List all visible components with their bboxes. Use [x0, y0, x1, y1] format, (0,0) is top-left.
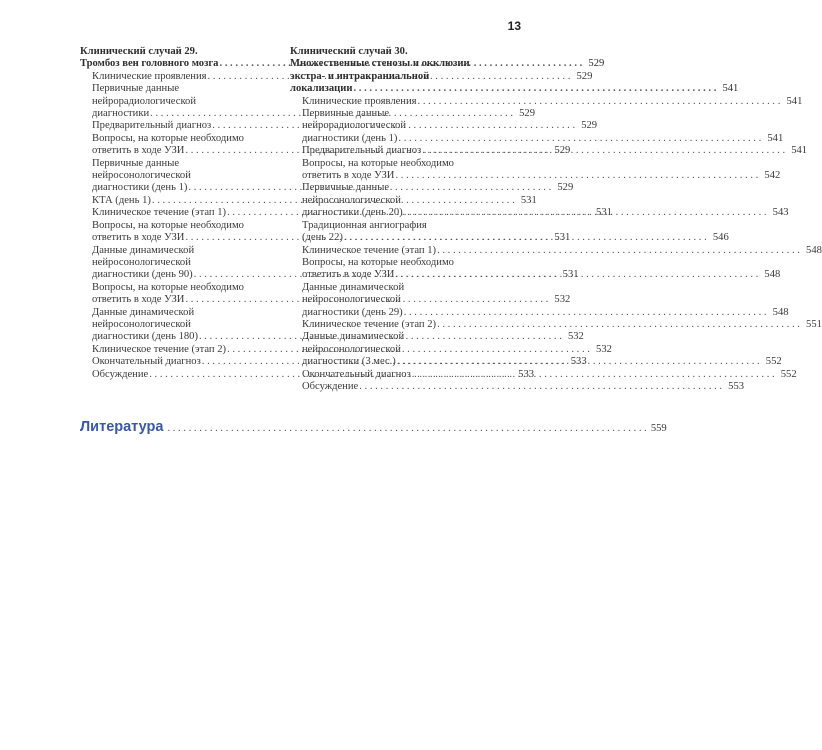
- toc-entry-text-line: нейросонологической: [302, 194, 401, 206]
- toc-entry[interactable]: [290, 380, 745, 393]
- toc-entry-text-line: Первичные данные: [92, 83, 180, 95]
- toc-entry[interactable]: [290, 244, 822, 257]
- toc-entry-text-line: Предварительный диагноз: [92, 120, 212, 132]
- toc-entry-text-line: Окончательный диагноз: [92, 356, 201, 368]
- toc-entry-text-line: Вопросы, на которые необходимо: [92, 132, 244, 144]
- toc-entry-page: 529: [576, 70, 593, 82]
- leader-dots: [358, 381, 722, 393]
- toc-entry-text-line: КТА (день 1): [92, 194, 151, 206]
- toc-entry[interactable]: [290, 157, 781, 183]
- toc-entry-text-line: Вопросы, на которые необходимо: [92, 281, 244, 293]
- case-29-page: 529: [588, 58, 605, 70]
- leader-dots: [417, 96, 781, 108]
- toc-entry-text-line: диагностики (день 1): [92, 182, 188, 194]
- toc-entry-text-line: Данные динамической: [302, 281, 405, 293]
- toc-entry-page: 533: [518, 368, 535, 380]
- toc-entry-text-line: Вопросы, на которые необходимо: [302, 256, 454, 268]
- toc-entry-page: 548: [764, 269, 781, 281]
- toc-entry-page: 531: [554, 232, 571, 244]
- toc-entry-text-line: Клиническое течение (этап 2): [302, 318, 437, 330]
- toc-entry-text-line: Клиническое течение (этап 2): [92, 343, 227, 355]
- leader-dots: [436, 245, 800, 257]
- toc-entry-page: 532: [596, 343, 612, 355]
- toc-entry-text-line: Обсуждение: [92, 368, 149, 380]
- toc-entry-text-line: Клиническое течение (этап 1): [92, 207, 227, 219]
- toc-entry-text-line: Первичные данные: [302, 182, 390, 194]
- toc-entry-page: 529: [519, 108, 535, 120]
- leader-dots: [353, 83, 717, 95]
- toc-entry-page: 533: [570, 356, 587, 368]
- toc-entry-page: 531: [596, 207, 612, 219]
- toc-entry-text-line: нейросонологической: [92, 256, 191, 268]
- toc-entry-page: 552: [780, 368, 797, 380]
- leader-dots: [396, 356, 760, 368]
- toc-entry-text-line: нейросонологической: [302, 343, 401, 355]
- toc-entry-text-line: Данные динамической: [92, 306, 195, 318]
- case-30-title-entry[interactable]: [290, 83, 739, 95]
- toc-entry-text-line: Вопросы, на которые необходимо: [302, 157, 454, 169]
- leader-dots: [394, 269, 758, 281]
- toc-entry-text-line: диагностики (день 90): [92, 269, 193, 281]
- case-30-title-line-2: экстра- и интракраниальной: [290, 70, 430, 82]
- toc-entry[interactable]: [290, 318, 822, 331]
- leader-dots: [411, 369, 775, 381]
- toc-entry-text-line: ответить в ходе УЗИ: [302, 170, 395, 182]
- toc-entry-text-line: диагностики (день 20): [302, 207, 403, 219]
- toc-entry-text-line: (день 22): [302, 232, 343, 244]
- literature-entry[interactable]: [80, 419, 667, 435]
- toc-entry-page: 529: [554, 145, 571, 157]
- toc-entry-text-line: Первичные данные: [92, 157, 180, 169]
- toc-entry-page: 529: [557, 182, 574, 194]
- case-29-label: Клинический случай 29.: [80, 46, 198, 57]
- toc-entry-page: 548: [806, 244, 822, 256]
- literature-page: 559: [650, 423, 667, 434]
- toc-entry-text-line: Окончательный диагноз: [302, 368, 411, 380]
- toc-entry-text-line: Вопросы, на которые необходимо: [92, 219, 244, 231]
- toc-entry-text-line: диагностики (день 1): [302, 132, 398, 144]
- toc-entry-text-line: нейросонологической: [92, 170, 191, 182]
- toc-entry-page: 541: [791, 145, 808, 157]
- case-30-label: Клинический случай 30.: [290, 46, 408, 57]
- toc-entry-page: 529: [581, 120, 598, 132]
- toc-entry-page: 532: [554, 294, 571, 306]
- case-30-page: 541: [722, 83, 739, 95]
- toc-entry[interactable]: [290, 95, 803, 108]
- toc-entry-text-line: Предварительный диагноз: [302, 145, 422, 157]
- toc-entry-text-line: Первичные данные: [302, 108, 390, 120]
- toc-entry-page: 541: [786, 95, 803, 107]
- toc-entry-page: 532: [567, 331, 584, 343]
- leader-dots: [436, 319, 800, 331]
- toc-entry-page: 541: [767, 132, 784, 144]
- leader-dots: [403, 307, 767, 319]
- toc-entry-text-line: нейросонологической: [92, 318, 191, 330]
- toc-entry-page: 552: [765, 356, 782, 368]
- toc-entry-text-line: Клинические проявления: [302, 95, 417, 107]
- toc-entry-text-line: ответить в ходе УЗИ: [92, 145, 185, 157]
- toc-entry-text-line: Данные динамической: [92, 244, 195, 256]
- toc-entry-page: 553: [728, 380, 745, 392]
- toc-entry-page: 542: [764, 170, 781, 182]
- leader-dots: [343, 232, 707, 244]
- literature-title: Литература: [80, 419, 164, 435]
- toc-entry-text-line: Данные динамической: [302, 331, 405, 343]
- case-30-title-line-3: локализации: [290, 83, 353, 95]
- toc-entry-text-line: ответить в ходе УЗИ: [302, 269, 395, 281]
- leader-dots: [397, 133, 761, 145]
- case-29-title: Тромбоз вен головного мозга: [80, 58, 219, 70]
- toc-entry-page: 543: [772, 207, 789, 219]
- toc-entry-text-line: ответить в ходе УЗИ: [92, 232, 185, 244]
- toc-entry-text-line: Клиническое течение (этап 1): [302, 244, 437, 256]
- leader-dots: [163, 423, 646, 434]
- leader-dots: [421, 145, 785, 157]
- toc-entry-text-line: ответить в ходе УЗИ: [92, 294, 185, 306]
- toc-entry-text-line: диагностики: [92, 108, 150, 120]
- toc-entry-page: 531: [520, 194, 537, 206]
- toc-entry-text-line: Традиционная ангиография: [302, 219, 427, 231]
- toc-entry-page: 546: [712, 232, 729, 244]
- toc-entry-page: 531: [562, 269, 579, 281]
- toc-entry-page: 548: [772, 306, 789, 318]
- case-30-title-line-1: Множественные стенозы и окклюзии: [290, 58, 470, 70]
- toc-entry-page: 551: [806, 318, 822, 330]
- toc-entry-text-line: нейрорадиологической: [92, 95, 197, 107]
- leader-dots: [394, 170, 758, 182]
- toc-entry-text-line: Обсуждение: [302, 380, 359, 392]
- page-number: 13: [507, 19, 521, 33]
- toc-entry-text-line: диагностики (3 мес.): [302, 356, 396, 368]
- toc-entry-text-line: нейрорадиологической: [302, 120, 407, 132]
- toc-entry-text-line: диагностики (день 29): [302, 306, 403, 318]
- leader-dots: [403, 207, 767, 219]
- toc-entry-text-line: диагностики (день 180): [92, 331, 198, 343]
- toc-entry-text-line: нейросонологической: [302, 294, 401, 306]
- toc-entry-text-line: Клинические проявления: [92, 70, 207, 82]
